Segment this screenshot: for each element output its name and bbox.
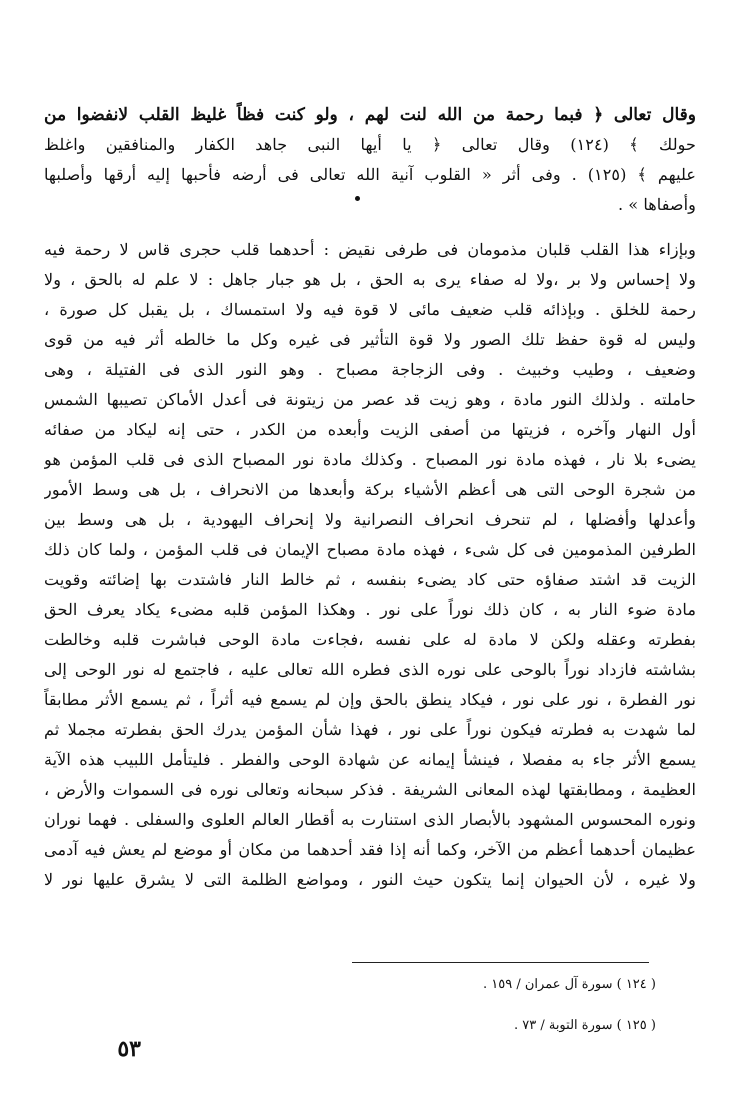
text-line: أول النهار وآخره ، فزيتها من أصفى الزيت وأبعده من الكدر ، حتى إنه ليكاد من صفائه xyxy=(44,420,696,439)
text-line: من شجرة الوحى التى هى أعظم الأشياء بركة وأبعدها من الانحراف ، بل هى وسط الأمور xyxy=(44,480,696,499)
text-line: الزيت قد اشتد صفاؤه حتى كاد يضىء بنفسه ، ثم خالط النار فاشتدت بها إضائته وقويت xyxy=(44,570,696,589)
text-line: وقال تعالى ﴿ فبما رحمة من الله لنت لهم ، ولو كنت فظاً غليظ القلب لانفضوا من xyxy=(44,105,696,125)
text-line: ولا غيره ، لأن الحيوان إنما يتكون حيث النور ، ومواضع الظلمة التى لا يشرق عليها نور لا xyxy=(44,870,696,889)
text-line: مادة ضوء النار به ، كان ذلك نوراً على نور . وهكذا المؤمن قلبه مضىء يكاد يعرف الحق xyxy=(44,600,696,619)
text-line: ونوره المحسوس المشهود بالأبصار الذى استنارت به أقطار العالم العلوى والسفلى . فهما نوران xyxy=(44,810,696,829)
text-line: وضعيف ، وطيب وخبيث . وفى الزجاجة مصباح . وهو النور الذى فى الفتيلة ، وهى xyxy=(44,360,696,379)
text-line: عظيمان أحدهما أعظم من الآخر، وكما أنه إذا فقد أحدهما من مكان أو موضع لم يعش فيه آدمى xyxy=(44,840,696,859)
text-line: يضىء بلا نار ، فهذه مادة نور المصباح . وكذلك مادة نور المصباح الذى فى قلب المؤمن هو xyxy=(44,450,696,469)
text-line: بشاشته فازداد نوراً بالوحى على نوره الذى فطره الله تعالى عليه ، فاجتمع له نور الوحى إلى xyxy=(44,660,696,679)
ink-dot xyxy=(355,196,360,201)
page-number: ٥٣ xyxy=(117,1036,141,1062)
text-line: وبإزاء هذا القلب قلبان مذمومان فى طرفى نقيض : أحدهما قلب حجرى قاس لا رحمة فيه xyxy=(44,240,696,259)
text-line: العظيمة ، ومطابقتها لهذه المعانى الشريفة . فذكر سبحانه وتعالى نوره فى السموات والأرض ، xyxy=(44,780,696,799)
text-line: عليهم ﴾ (١٢٥) . وفى أثر « القلوب آنية الله تعالى فى أرضه فأحبها إليه أرقها وأصلبها xyxy=(44,165,696,184)
text-line: بفطرته وعقله ولكن لا مادة له على نفسه ،فجاءت مادة الوحى فباشرت قلبه وخالطت xyxy=(44,630,696,649)
text-line: حولك ﴾ (١٢٤) وقال تعالى ﴿ يا أيها النبى جاهد الكفار والمنافقين واغلظ xyxy=(44,135,696,154)
text-line: وأعدلها وأفضلها ، لم تنحرف انحراف النصرانية ولا إنحراف اليهودية ، بل هى وسط بين xyxy=(44,510,696,529)
paragraph-1 xyxy=(44,100,696,220)
text-line: لما شهدت به فطرته فيكون نوراً على نور ، فهذا شأن المؤمن يدرك الحق بفطرته مجملا ثم xyxy=(44,720,696,739)
footnote-125: ( ١٢٥ ) سورة التوبة / ٧٣ . xyxy=(513,1018,656,1033)
footnote-divider xyxy=(352,962,649,963)
text-line: ولا إحساس ولا بر ،ولا له صفاء يرى به الحق ، بل هو جبار جاهل : لا علم له بالحق ، ولا xyxy=(44,270,696,289)
footnote-124: ( ١٢٤ ) سورة آل عمران / ١٥٩ . xyxy=(483,977,656,992)
text-line: الطرفين المذمومين فى كل شىء ، فهذه مادة مصباح الإيمان فى قلب المؤمن ، ولما كان ذلك xyxy=(44,540,696,559)
text-line: نور الفطرة ، نور على نور ، فيكاد ينطق بالحق وإن لم يسمع فيه أثراً ، ثم يسمع الأثر مطابقاً xyxy=(44,690,696,709)
paragraph-2 xyxy=(44,235,696,895)
text-line: رحمة للخلق . وبإذائه قلب ضعيف مائى لا قوة فيه ولا استمساك ، بل يقبل كل صورة ، xyxy=(44,300,696,319)
text-line: حاملته . ولذلك النور مادة ، وهو زيت قد عصر من زيتونة فى أعدل الأماكن تصيبها الشمس xyxy=(44,390,696,409)
text-line: وأصفاها » . xyxy=(618,195,696,214)
text-line: وليس له قوة حفظ تلك الصور ولا قوة التأثير فى غيره وكل ما خالطه أثر فيه من قوى xyxy=(44,330,696,349)
text-line: يسمع الأثر جاء به مفصلا ، فينشأ إيمانه عن شهادة الوحى والفطر . فليتأمل اللبيب هذه الآية xyxy=(44,750,696,769)
